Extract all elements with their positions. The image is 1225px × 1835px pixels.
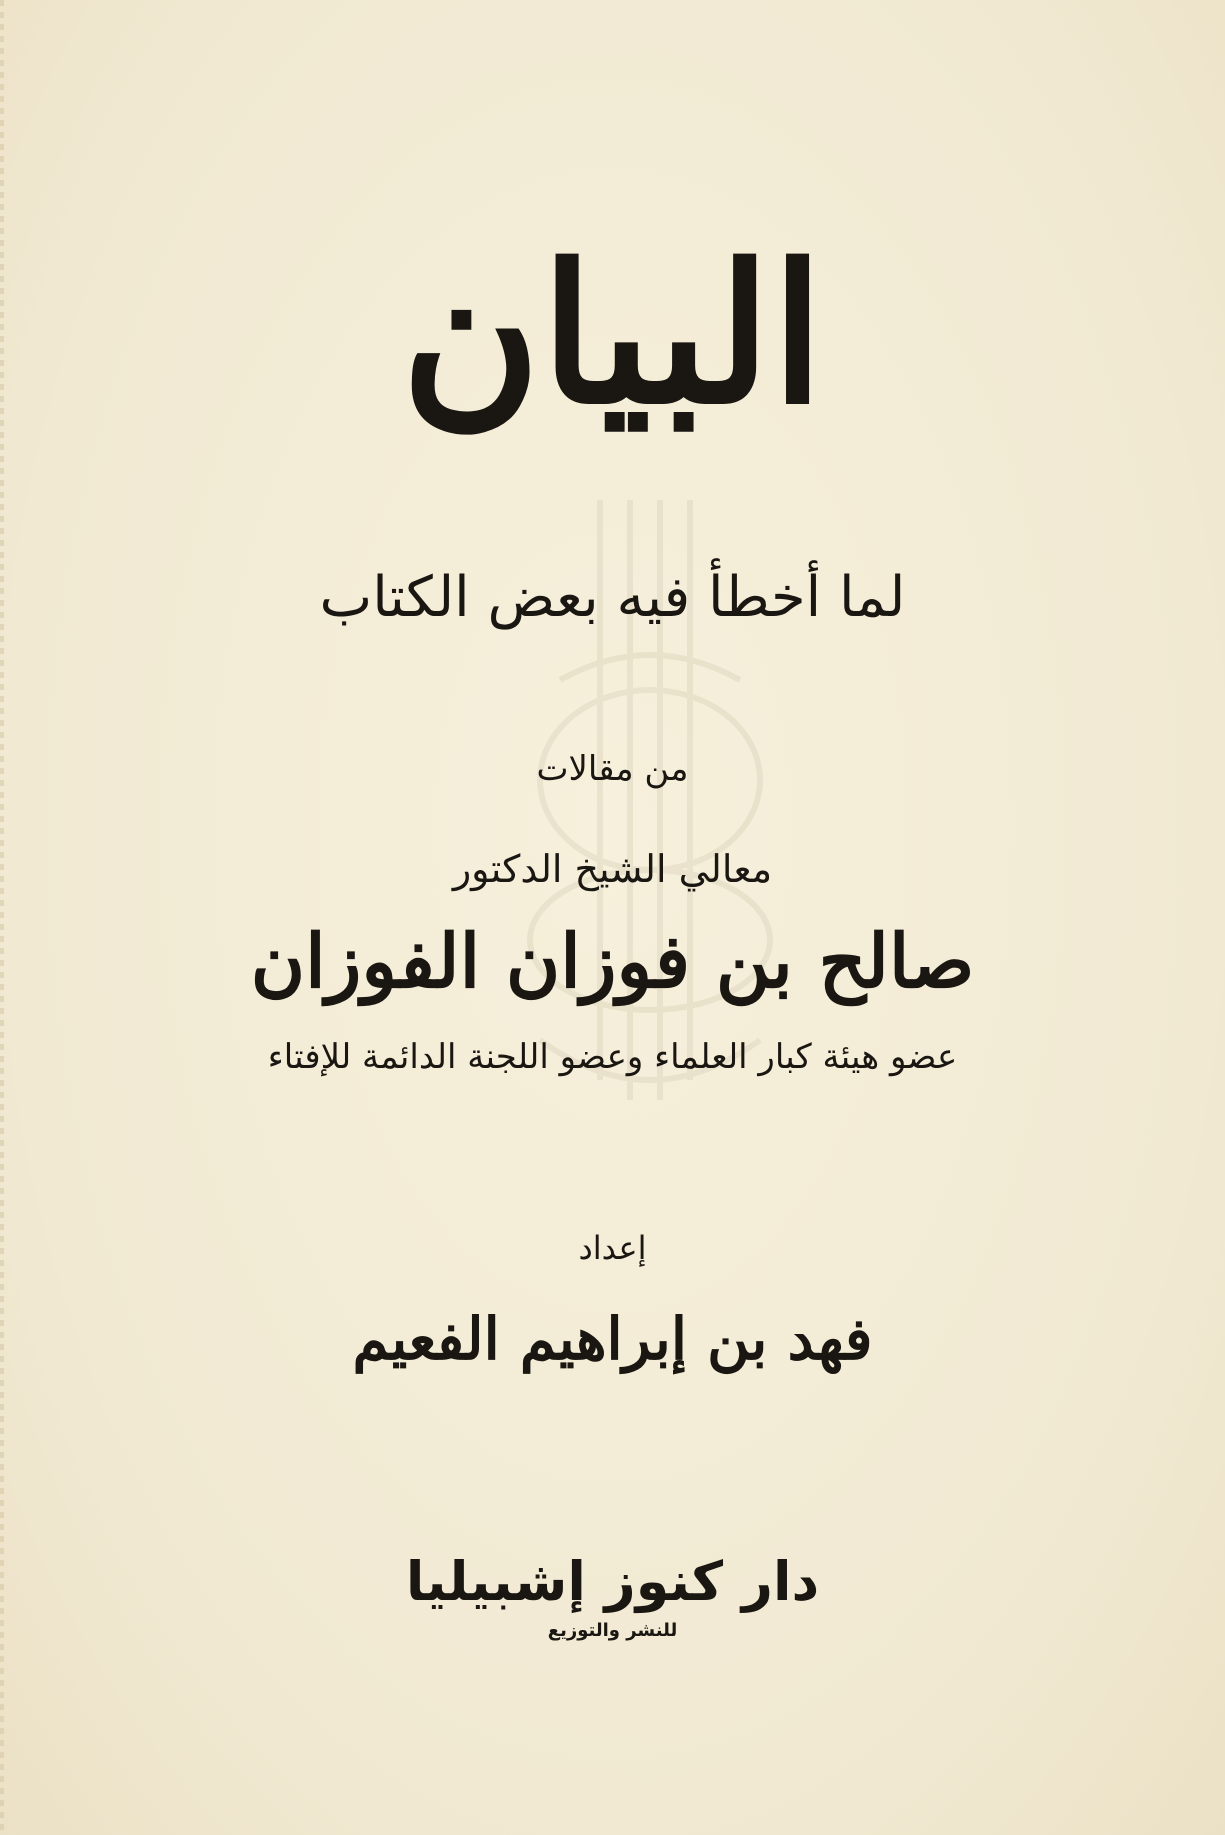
book-subtitle: لما أخطأ فيه بعض الكتاب xyxy=(319,565,906,630)
from-articles-label: من مقالات xyxy=(536,749,689,789)
author-honorific: معالي الشيخ الدكتور xyxy=(452,847,773,891)
prepared-by-label: إعداد xyxy=(578,1229,647,1267)
publisher-tagline: للنشر والتوزيع xyxy=(547,1620,678,1641)
book-title: البيان xyxy=(401,223,824,446)
preparer-name: فهد بن إبراهيم الفعيم xyxy=(352,1305,873,1373)
publisher-name: دار كنوز إشبيليا xyxy=(405,1550,820,1613)
author-position: عضو هيئة كبار العلماء وعضو اللجنة الدائمة للإفتاء xyxy=(267,1037,958,1077)
author-name: صالح بن فوزان الفوزان xyxy=(250,919,975,1005)
